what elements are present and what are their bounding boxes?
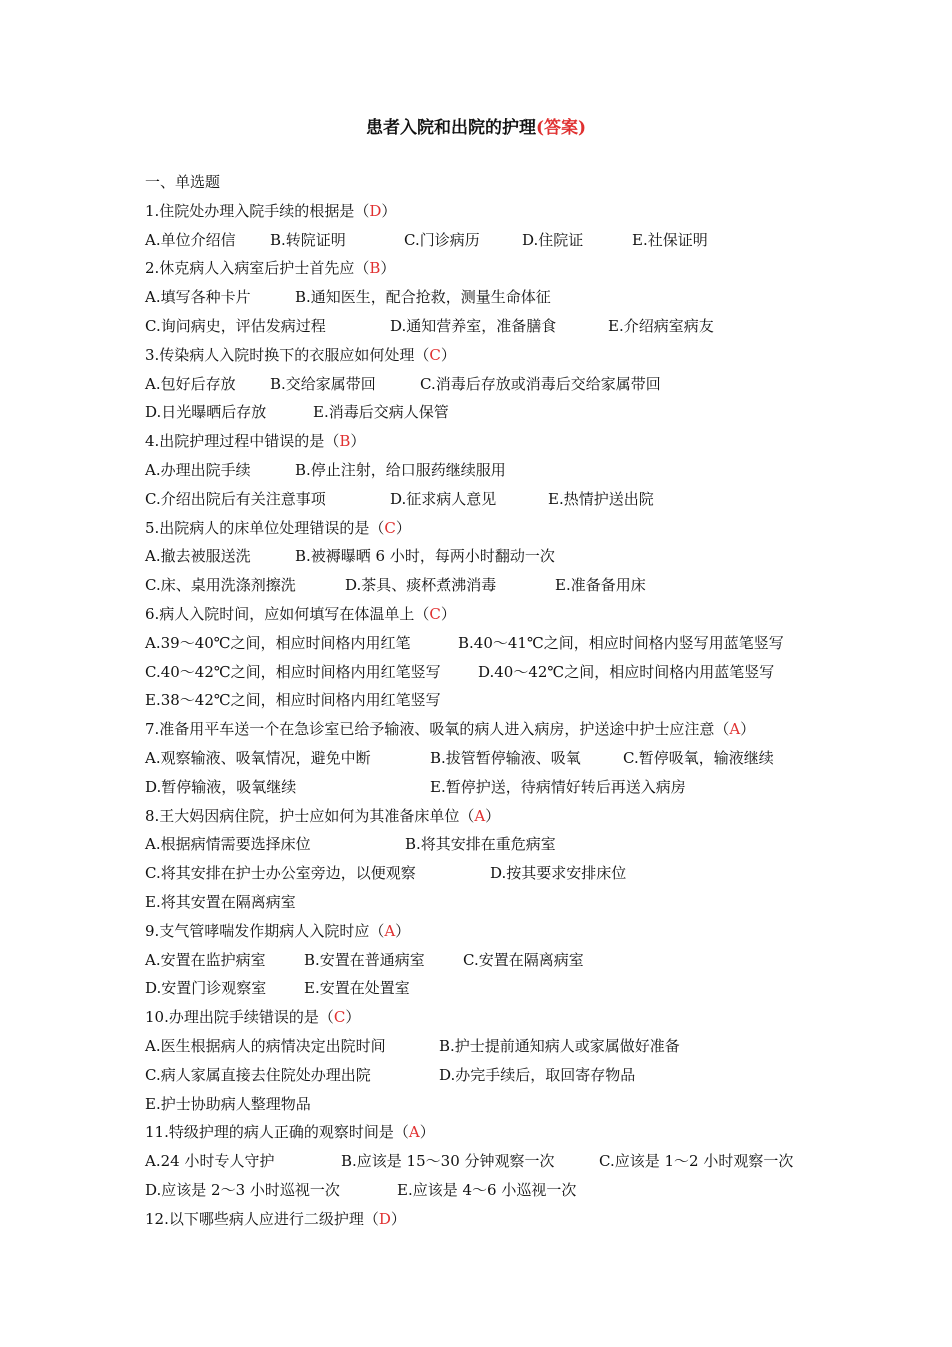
question-text: 7.准备用平车送一个在急诊室已给予输液、吸氧的病人进入病房，护送途中护士应注意（ [145,720,730,739]
options-row [145,226,945,255]
answer-option: C.消毒后存放或消毒后交给家属带回 [420,374,661,393]
question-text: 12.以下哪些病人应进行二级护理（ [145,1209,379,1228]
question-text: 6.病人入院时间，应如何填写在体温单上（ [145,604,430,623]
question-stem [145,197,945,226]
question-text: 8.王大妈因病住院，护士应如何为其准备床单位（ [145,806,475,825]
options-row [145,1147,945,1176]
answer-letter: A [729,720,741,739]
answer-letter: A [408,1123,420,1142]
answer-option: A.观察输液、吸氧情况，避免中断 [145,748,371,767]
answer-letter: C [429,604,441,623]
answer-letter: A [474,806,486,825]
question-close-paren: ） [381,201,397,220]
answer-option: C.询问病史，评估发病过程 [145,316,326,335]
answer-option: B.交给家属带回 [270,374,376,393]
answer-letter: D [378,1209,391,1228]
answer-option: A.医生根据病人的病情决定出院时间 [145,1036,386,1055]
answer-letter: C [429,345,441,364]
answer-option: C.将其安排在护士办公室旁边，以便观察 [145,864,416,883]
answer-option: E.介绍病室病友 [608,316,714,335]
question-stem [145,1118,945,1147]
options-row [145,542,945,571]
answer-option: A.39～40℃之间，相应时间格内用红笔 [145,633,411,652]
options-row [145,686,945,715]
options-row [145,658,945,687]
options-row [145,1090,945,1119]
answer-option: D.通知营养室，准备膳食 [390,316,557,335]
answer-option: D.茶具、痰杯煮沸消毒 [345,576,497,595]
answer-option: A.包好后存放 [145,374,236,393]
answer-letter: B [369,259,381,278]
answer-option: B.安置在普通病室 [304,950,425,969]
answer-option: E.安置在处置室 [304,979,410,998]
answer-option: B.通知医生，配合抢救，测量生命体征 [295,288,551,307]
options-row [145,456,945,485]
options-row [145,830,945,859]
answer-option: C.介绍出院后有关注意事项 [145,489,326,508]
options-row [145,1032,945,1061]
question-close-paren: ） [485,806,501,825]
title-main: 患者入院和出院的护理 [365,118,536,138]
options-row [145,283,945,312]
options-row [145,1176,945,1205]
answer-option: E.38～42℃之间，相应时间格内用红笔竖写 [145,691,441,710]
answer-letter: C [384,518,396,537]
answer-option: C.床、桌用洗涤剂擦洗 [145,576,296,595]
options-row [145,946,945,975]
answer-option: C.安置在隔离病室 [463,950,584,969]
question-text: 1.住院处办理入院手续的根据是（ [145,201,370,220]
question-stem [145,1205,945,1234]
answer-option: E.应该是 4～6 小巡视一次 [397,1180,577,1199]
question-stem [145,1003,945,1032]
options-row [145,773,945,802]
answer-option: D.日光曝晒后存放 [145,403,267,422]
answer-option: B.将其安排在重危病室 [405,835,556,854]
options-row [145,398,945,427]
answer-option: D.征求病人意见 [390,489,497,508]
answer-option: B.转院证明 [270,230,346,249]
answer-option: B.停止注射，给口服药继续服用 [295,460,506,479]
options-row [145,974,945,1003]
answer-option: E.准备备用床 [555,576,646,595]
question-text: 10.办理出院手续错误的是（ [145,1008,334,1027]
answer-option: B.被褥曝晒 6 小时，每两小时翻动一次 [295,547,555,566]
options-row [145,485,945,514]
question-stem [145,254,945,283]
question-stem [145,600,945,629]
question-close-paren: ） [390,1209,406,1228]
answer-letter: C [333,1008,346,1027]
question-stem [145,802,945,831]
answer-option: C.暂停吸氧，输液继续 [623,748,774,767]
answer-option: D.办完手续后，取回寄存物品 [439,1065,636,1084]
answer-option: D.40～42℃之间，相应时间格内用蓝笔竖写 [478,662,775,681]
answer-option: E.护士协助病人整理物品 [145,1094,311,1113]
answer-option: C.病人家属直接去住院处办理出院 [145,1065,371,1084]
question-text: 3.传染病人入院时换下的衣服应如何处理（ [145,345,430,364]
question-close-paren: ） [740,720,756,739]
answer-option: C.40～42℃之间，相应时间格内用红笔竖写 [145,662,441,681]
answer-option: A.安置在监护病室 [145,950,266,969]
options-row [145,744,945,773]
answer-option: A.填写各种卡片 [145,288,251,307]
question-text: 11.特级护理的病人正确的观察时间是（ [145,1123,409,1142]
section-heading: 一、单选题 [145,173,221,191]
question-close-paren: ） [350,432,366,451]
question-stem [145,427,945,456]
answer-option: A.撤去被服送洗 [145,547,251,566]
answer-option: A.根据病情需要选择床位 [145,835,311,854]
title-answer-tag: (答案) [535,118,587,138]
question-text: 9.支气管哮喘发作期病人入院时应（ [145,921,385,940]
question-close-paren: ） [440,604,456,623]
question-close-paren: ） [395,518,411,537]
question-text: 4.出院护理过程中错误的是（ [145,432,340,451]
answer-option: D.住院证 [522,230,584,249]
answer-option: A.单位介绍信 [145,230,236,249]
question-close-paren: ） [345,1008,361,1027]
options-row [145,888,945,917]
question-text: 5.出院病人的床单位处理错误的是（ [145,518,385,537]
options-row [145,312,945,341]
options-row [145,629,945,658]
answer-letter: D [369,201,382,220]
answer-option: E.暂停护送，待病情好转后再送入病房 [430,777,686,796]
question-close-paren: ） [419,1123,435,1142]
page-title [0,114,952,142]
answer-option: B.护士提前通知病人或家属做好准备 [439,1036,680,1055]
options-row [145,370,945,399]
question-close-paren: ） [395,921,411,940]
answer-option: B.应该是 15～30 分钟观察一次 [341,1152,555,1171]
answer-option: E.热情护送出院 [548,489,654,508]
answer-option: D.安置门诊观察室 [145,979,267,998]
answer-option: E.消毒后交病人保管 [313,403,449,422]
answer-option: E.将其安置在隔离病室 [145,892,296,911]
answer-option: A.24 小时专人守护 [145,1152,275,1171]
options-row [145,571,945,600]
answer-option: A.办理出院手续 [145,460,251,479]
answer-option: C.应该是 1～2 小时观察一次 [599,1152,794,1171]
question-stem [145,715,945,744]
answer-option: D.应该是 2～3 小时巡视一次 [145,1180,340,1199]
answer-option: B.拔管暂停输液、吸氧 [430,748,581,767]
question-stem [145,917,945,946]
question-close-paren: ） [440,345,456,364]
answer-option: D.按其要求安排床位 [490,864,627,883]
options-row [145,1061,945,1090]
answer-option: D.暂停输液，吸氧继续 [145,777,297,796]
question-close-paren: ） [380,259,396,278]
answer-letter: A [384,921,396,940]
answer-option: E.社保证明 [632,230,708,249]
options-row [145,859,945,888]
answer-letter: B [339,432,351,451]
question-list [145,168,945,1233]
question-text: 2.休克病人入病室后护士首先应（ [145,259,370,278]
question-stem [145,514,945,543]
question-stem [145,341,945,370]
answer-option: B.40～41℃之间，相应时间格内竖写用蓝笔竖写 [458,633,784,652]
answer-option: C.门诊病历 [404,230,480,249]
